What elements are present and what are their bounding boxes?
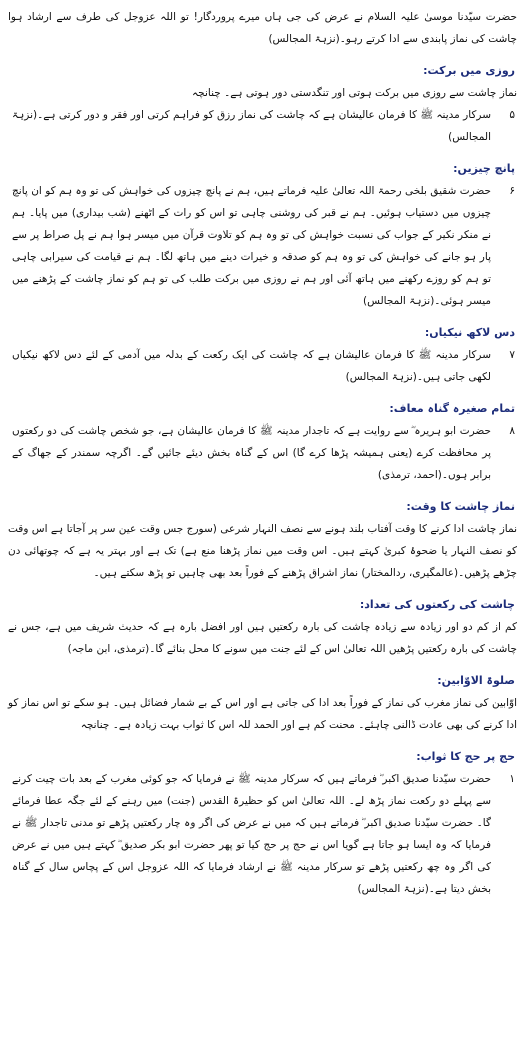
sections-container <box>8 62 517 900</box>
section-heading: نماز چاشت کا وقت: <box>406 500 515 513</box>
intro-paragraph: حضرت سیّدنا موسیٰ علیہ السلام نے عرض کی جی ہاں میرے پروردگار! تو اللہ عزوجل کی طرف سے ارشاد ہوا چاشت کی نماز پابندی سے ادا کرتے رہو۔(نزہۃ المجالس) <box>8 11 517 45</box>
section-paragraph <box>8 420 517 486</box>
section-heading: چاشت کی رکعتوں کی تعداد: <box>359 598 515 611</box>
paragraph-text: نماز چاشت سے روزی میں برکت ہوتی اور تنگدستی دور ہوتی ہے۔ چنانچہ <box>192 87 517 99</box>
paragraph-number: ۷ <box>509 349 515 361</box>
section-heading: دس لاکھ نیکیاں: <box>424 326 515 339</box>
intro-section <box>8 6 517 50</box>
paragraph-text: کم از کم دو اور زیادہ سے زیادہ چاشت کی بارہ رکعتیں ہیں اور افضل بارہ ہے کہ حدیث شریف میں ہے، جس نے چاشت کی بارہ رکعتیں پڑھیں اللہ تعالیٰ اس کے لئے جنت میں سونے کا محل بنائے گا۔(ترمذی، ابن ماجہ) <box>8 621 517 655</box>
section-paragraph <box>8 616 517 660</box>
section <box>8 672 517 736</box>
paragraph-text: حضرت سیّدنا صدیق اکبر ؓ فرماتے ہیں کہ سرکار مدینہ ﷺ نے فرمایا کہ جو کوئی مغرب کے بعد بات چیت کرنے سے پہلے دو رکعت نماز پڑھ لے۔ اللہ تعالیٰ اس کو حظیرۃ القدس (جنت) میں رہنے کے لئے جگہ عطا فرمائے گا۔ حضرت سیّدنا صدیق اکبر ؓ فرماتے ہیں کہ میں نے عرض کی اگر وہ چار رکعتیں پڑھے تو مدنی تاجدار ﷺ نے فرمایا کہ وہ ایسا ہو جاتا ہے گویا اس نے حج پر حج کیا تو پھر حضرت ابو بکر صدیق ؓ کہتے ہیں میں نے عرض کی اگر وہ چھ رکعتیں پڑھے تو سرکار مدینہ ﷺ نے ارشاد فرمایا کہ اللہ عزوجل اس کے پچاس سال کے گناہ بخش دیتا ہے۔(نزہۃ المجالس) <box>12 773 491 895</box>
section <box>8 748 517 900</box>
section-heading: روزی میں برکت: <box>423 64 515 77</box>
section <box>8 324 517 388</box>
section-paragraph <box>8 344 517 388</box>
section-heading: صلوۃ الاوّابین: <box>437 674 515 687</box>
section <box>8 400 517 486</box>
paragraph-number: ۱ <box>509 773 515 785</box>
section <box>8 160 517 312</box>
section-heading: تمام صغیرہ گناہ معاف: <box>389 402 515 415</box>
paragraph-text: حضرت شقیق بلخی رحمۃ اللہ تعالیٰ علیہ فرماتے ہیں، ہم نے پانچ چیزوں کی خواہش کی تو وہ ہم کو ان پانچ چیزوں میں دستیاب ہوئیں۔ ہم نے قبر کی روشنی چاہی تو اس کو رات کے اٹھنے (شب بیداری) میں پایا۔ ہم نے منکر نکیر کے جواب کی نسبت خواہش کی تو وہ ہم کو تلاوت قرآن میں میسر ہوا ہم نے پل صراط پر سے پار ہو جانے کی خواہش کی تو وہ ہم کو صدقہ و خیرات دینے میں ہاتھ لگا۔ ہم نے قیامت کی سیرابی چاہی تو ہم کو روزے رکھنے میں ہاتھ آئی اور ہم نے روزی میں برکت طلب کی تو ہم کو نماز چاشت کے پڑھنے میں میسر ہوئی۔(نزہۃ المجالس) <box>12 185 491 307</box>
paragraph-text: نماز چاشت ادا کرنے کا وقت آفتاب بلند ہونے سے نصف النہار شرعی (سورج جس وقت عین سر پر آجاتا ہے اس وقت کو نصف النہار یا ضحوۂ کبریٰ کہتے ہیں۔ اس وقت میں نماز پڑھنا منع ہے) تک ہے اور بہتر یہ ہے کہ چوتھائی دن چڑھے پڑھیں۔(عالمگیری، ردالمختار) نماز اشراق پڑھنے کے فوراً بعد بھی چاہیں تو پڑھ سکتے ہیں۔ <box>8 523 517 579</box>
section-paragraph <box>8 104 517 148</box>
section-heading: پانچ چیزیں: <box>453 162 515 175</box>
paragraph-text: حضرت ابو ہریرہ ؓ سے روایت ہے کہ تاجدار مدینہ ﷺ کا فرمان عالیشان ہے، جو شخص چاشت کی دو رکعتوں پر محافظت کرے (یعنی ہمیشہ پڑھا کرے گا) اس کے گناہ بخش دیئے جائیں گے۔ اگرچہ سمندر کے جھاگ کے برابر ہوں۔(احمد، ترمذی) <box>12 425 491 481</box>
section-paragraph <box>8 180 517 312</box>
section <box>8 62 517 148</box>
section <box>8 498 517 584</box>
section-heading: حج پر حج کا ثواب: <box>416 750 515 763</box>
paragraph-text: سرکار مدینہ ﷺ کا فرمان عالیشان ہے کہ چاشت کی نماز رزق کو فراہم کرتی اور فقر و دور کرتی ہے۔(نزہۃ المجالس) <box>12 109 491 143</box>
paragraph-number: ۵ <box>509 109 515 121</box>
section-paragraph <box>8 518 517 584</box>
paragraph-number: ۶ <box>509 185 515 197</box>
section-paragraph <box>8 82 517 104</box>
section-paragraph <box>8 692 517 736</box>
section <box>8 596 517 660</box>
paragraph-number: ۸ <box>509 425 515 437</box>
section-paragraph <box>8 768 517 900</box>
paragraph-text: اوّابین کی نماز مغرب کی نماز کے فوراً بعد ادا کی جاتی ہے اور اس کے بے شمار فضائل ہیں۔ ہو سکے تو اس نماز کو ادا کرنے کی بھی عادت ڈالنی چاہئے۔ محنت کم ہے اور الحمد للہ اس کا ثواب بہت زیادہ ہے۔ چنانچہ <box>8 697 517 731</box>
paragraph-text: سرکار مدینہ ﷺ کا فرمان عالیشان ہے کہ چاشت کی ایک رکعت کے بدلہ میں آدمی کے لئے دس لاکھ نیکیاں لکھی جاتی ہیں۔(نزہۃ المجالس) <box>12 349 491 383</box>
